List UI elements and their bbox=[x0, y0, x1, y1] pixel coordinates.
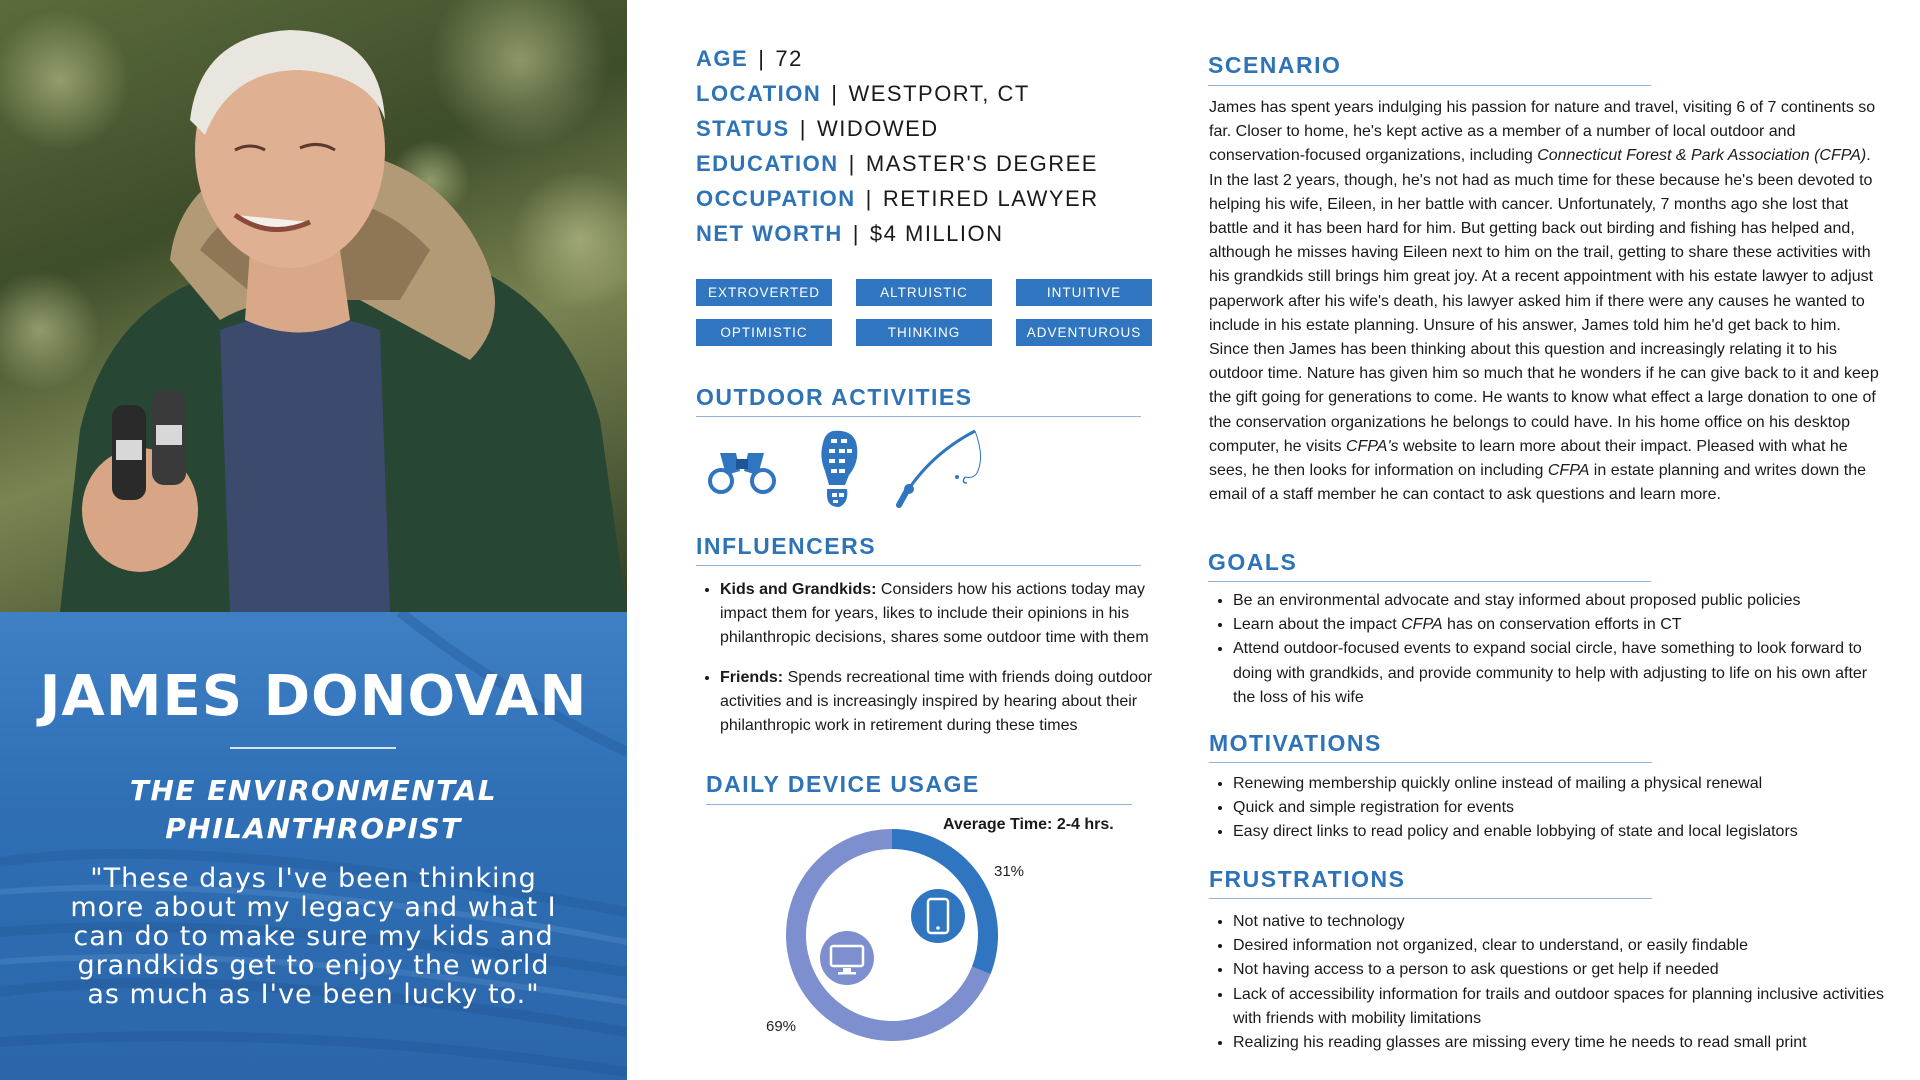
attribute-age bbox=[696, 46, 1099, 81]
hiking-boot-print-icon bbox=[815, 429, 863, 509]
outdoor-activity-icons bbox=[700, 425, 1000, 510]
attribute-separator: | bbox=[852, 221, 860, 246]
attribute-value: $4 MILLION bbox=[869, 221, 1004, 246]
list-item: • Desired information not organized, clear to understand, or easily findable bbox=[1233, 934, 1891, 958]
quote-line: grandkids get to enjoy the world bbox=[77, 950, 550, 981]
trait-badge: ALTRUISTIC bbox=[856, 279, 992, 306]
attribute-value: WESTPORT, CT bbox=[848, 81, 1030, 106]
attribute-value: RETIRED LAWYER bbox=[882, 186, 1099, 211]
binoculars-icon bbox=[706, 449, 778, 495]
organization-name: Connecticut Forest & Park Association (CFPA) bbox=[1537, 147, 1867, 165]
device-usage-donut-chart bbox=[780, 823, 1004, 1047]
list-item: • Be an environmental advocate and stay informed about proposed public policies bbox=[1233, 589, 1891, 613]
list-item: • Not having access to a person to ask questions or get help if needed bbox=[1233, 958, 1891, 982]
list-item: • Quick and simple registration for events bbox=[1233, 796, 1891, 820]
attribute-education bbox=[696, 151, 1099, 186]
attribute-separator: | bbox=[865, 186, 873, 211]
organization-name: CFPA's bbox=[1345, 437, 1399, 455]
personality-traits bbox=[696, 279, 1153, 346]
organization-name: CFPA bbox=[1547, 462, 1590, 480]
list-item: • Renewing membership quickly online instead of mailing a physical renewal bbox=[1233, 772, 1891, 796]
scenario-part: . In the last 2 years, though, he's not had as much time for these because he's been devoted to helping his wife, Eileen, in her battle with cancer. Unfortunately, 7 months ago she lost that battle and it has been hard for him. But getting back out birding and fishing has helped and, although he misses having Eileen next to him on the trail, getting to share these activities with his grandkids still brings him great joy. At a recent appointment with his estate lawyer to adjust paperwork after his wife's death, his lawyer asked him if there were any causes he wanted to include in his estate planning. Unsure of his answer, James told him he'd get back to him. Since then James has been thinking about this question and increasingly relating it to his outdoor time. Nature has given him so much that he wonders if he can give back to it and keep the gift going for generations to come. He wants to know what effect a large donation to one of the conservation organizations he belongs to could have. In his home office on his desktop computer, he visits bbox=[1209, 147, 1879, 455]
attribute-separator: | bbox=[848, 151, 856, 176]
persona-title-line: THE ENVIRONMENTAL bbox=[129, 774, 498, 807]
quote-line: more about my legacy and what I bbox=[70, 892, 557, 923]
scenario-part: in estate planning and writes down the email of a staff member he can contact to ask questions and learn more. bbox=[1209, 462, 1866, 504]
persona-panel bbox=[0, 0, 627, 1080]
persona-attributes bbox=[696, 46, 1099, 256]
goals-heading: GOALS bbox=[1208, 549, 1298, 575]
attribute-key: STATUS bbox=[696, 116, 790, 141]
influencer-text: Spends recreational time with friends doing outdoor activities and is increasingly inspired by hearing about their philanthropic work in retirement during these times bbox=[720, 669, 1153, 734]
scenario-divider bbox=[1208, 85, 1651, 86]
influencers-divider bbox=[696, 565, 1141, 566]
quote-line: as much as I've been lucky to." bbox=[87, 979, 540, 1010]
persona-quote bbox=[60, 864, 567, 1009]
attribute-net-worth bbox=[696, 221, 1099, 256]
influencer-label: Kids and Grandkids: bbox=[720, 581, 877, 598]
persona-photo-illustration bbox=[0, 0, 627, 612]
attribute-key: LOCATION bbox=[696, 81, 822, 106]
influencers-list bbox=[702, 578, 1172, 754]
fishing-rod-icon bbox=[895, 427, 985, 509]
desktop-percent-label: 69% bbox=[766, 1018, 797, 1035]
goals-list bbox=[1211, 589, 1891, 710]
trait-badge: ADVENTUROUS bbox=[1016, 319, 1152, 346]
attribute-separator: | bbox=[758, 46, 766, 71]
trait-badge: INTUITIVE bbox=[1016, 279, 1152, 306]
persona-title bbox=[60, 772, 567, 848]
attribute-value: MASTER'S DEGREE bbox=[865, 151, 1098, 176]
outdoor-activities-divider bbox=[696, 416, 1141, 417]
desktop-computer-icon bbox=[820, 931, 874, 985]
goal-text: has on conservation efforts in CT bbox=[1442, 616, 1682, 634]
scenario-part: James has spent years indulging his passion for nature and travel, visiting 6 of 7 continents so far. Closer to home, he's kept active as a member of a number of local outdoor and conservation-focused organizations, including bbox=[1209, 99, 1876, 165]
outdoor-activities-heading: OUTDOOR ACTIVITIES bbox=[696, 384, 973, 410]
influencer-label: Friends: bbox=[720, 669, 784, 686]
attribute-location bbox=[696, 81, 1099, 116]
attribute-occupation bbox=[696, 186, 1099, 221]
attribute-key: EDUCATION bbox=[696, 151, 839, 176]
attribute-key: OCCUPATION bbox=[696, 186, 856, 211]
frustrations-divider bbox=[1209, 898, 1652, 899]
quote-line: "These days I've been thinking bbox=[90, 863, 537, 894]
motivations-list bbox=[1211, 772, 1891, 845]
persona-banner bbox=[0, 612, 627, 1080]
list-item: • Easy direct links to read policy and enable lobbying of state and local legislators bbox=[1233, 820, 1891, 844]
attribute-value: WIDOWED bbox=[816, 116, 939, 141]
list-item: • Realizing his reading glasses are missing every time he needs to read small print bbox=[1233, 1031, 1891, 1055]
attribute-status bbox=[696, 116, 1099, 151]
persona-photo bbox=[0, 0, 627, 612]
motivations-divider bbox=[1209, 762, 1652, 763]
influencer-text: Considers how his actions today may impact them for years, likes to include their opinions in his philanthropic decisions, shares some outdoor time with them bbox=[720, 581, 1149, 646]
device-usage-divider bbox=[706, 804, 1132, 805]
goals-divider bbox=[1208, 581, 1651, 582]
persona-title-line: PHILANTHROPIST bbox=[165, 812, 462, 845]
list-item bbox=[720, 666, 1172, 738]
mobile-device-icon bbox=[911, 889, 965, 943]
list-item bbox=[720, 578, 1172, 650]
trait-badge: THINKING bbox=[856, 319, 992, 346]
list-item: • Attend outdoor-focused events to expand social circle, have something to look forward to doing with grandkids, and provide community to help with adjusting to life on his own after the loss of his wife bbox=[1233, 637, 1891, 710]
trait-badge: EXTROVERTED bbox=[696, 279, 832, 306]
scenario-heading: SCENARIO bbox=[1208, 52, 1342, 78]
frustrations-list bbox=[1211, 910, 1891, 1055]
list-item: • Lack of accessibility information for trails and outdoor spaces for planning inclusive activities with friends with mobility limitations bbox=[1233, 983, 1891, 1031]
list-item: • Not native to technology bbox=[1233, 910, 1891, 934]
attribute-key: AGE bbox=[696, 46, 749, 71]
attribute-separator: | bbox=[831, 81, 839, 106]
average-time-label: Average Time: 2-4 hrs. bbox=[943, 816, 1114, 833]
quote-line: can do to make sure my kids and bbox=[73, 921, 554, 952]
name-divider bbox=[230, 747, 396, 749]
influencers-heading: INFLUENCERS bbox=[696, 533, 877, 559]
frustrations-heading: FRUSTRATIONS bbox=[1209, 866, 1406, 892]
scenario-part: website to learn more about their impact. Pleased with what he sees, he then looks for information on including bbox=[1209, 437, 1848, 480]
list-item bbox=[1233, 613, 1891, 637]
organization-name: CFPA bbox=[1401, 616, 1443, 634]
persona-name: JAMES DONOVAN bbox=[39, 664, 588, 729]
mobile-percent-label: 31% bbox=[994, 863, 1025, 880]
scenario-text bbox=[1209, 96, 1879, 507]
attribute-separator: | bbox=[799, 116, 807, 141]
motivations-heading: MOTIVATIONS bbox=[1209, 730, 1382, 756]
attribute-value: 72 bbox=[775, 46, 803, 71]
device-usage-heading: DAILY DEVICE USAGE bbox=[706, 771, 980, 797]
goal-text: Learn about the impact bbox=[1233, 616, 1402, 634]
attribute-key: NET WORTH bbox=[696, 221, 843, 246]
trait-badge: OPTIMISTIC bbox=[696, 319, 832, 346]
